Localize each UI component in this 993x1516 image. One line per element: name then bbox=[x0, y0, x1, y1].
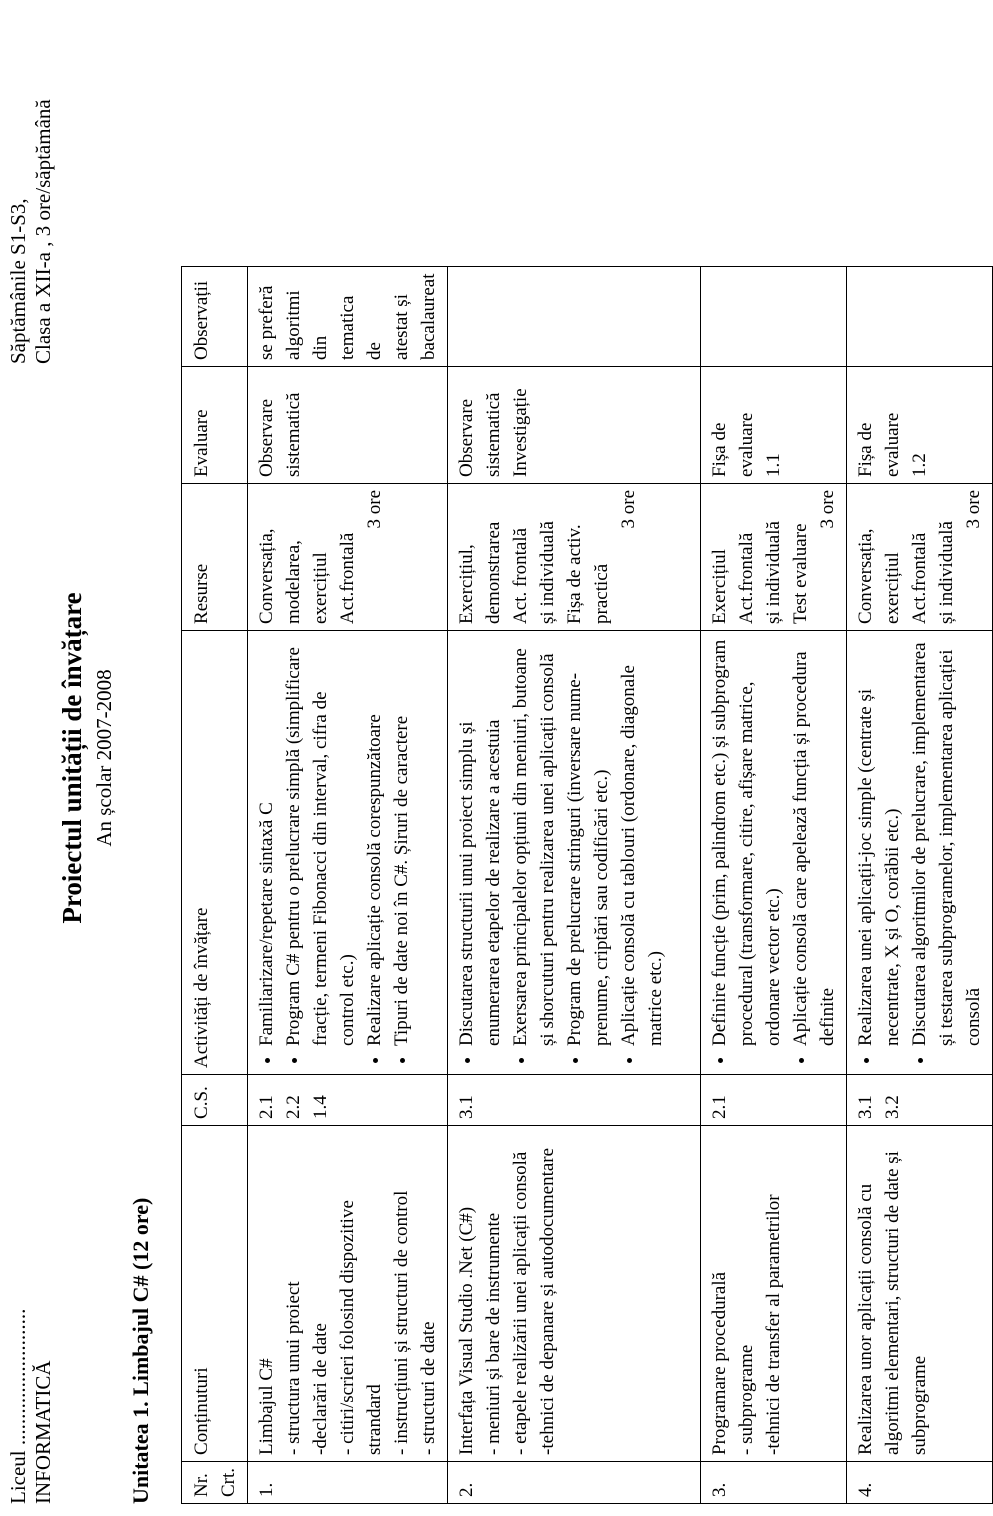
hours-label: 3 ore bbox=[817, 489, 838, 529]
cs-cell bbox=[448, 1074, 701, 1125]
resource-line: Act.frontală bbox=[337, 532, 358, 624]
content-cell bbox=[847, 1125, 993, 1461]
activities-list bbox=[852, 637, 987, 1068]
cs-code: 2.2 bbox=[283, 1095, 304, 1119]
activity-item: • Familiarizare/repetare sintaxă C bbox=[253, 637, 280, 1046]
hours-label: 3 ore bbox=[618, 489, 639, 529]
resource-line: Conversația, bbox=[256, 528, 277, 624]
row-number bbox=[847, 1461, 993, 1503]
hours-label: 3 ore bbox=[963, 489, 984, 529]
resource-line: Test evaluare bbox=[790, 523, 811, 624]
resource-line: modelarea, bbox=[283, 540, 304, 624]
evaluation-line: evaluare bbox=[882, 412, 903, 477]
activities-cell bbox=[847, 630, 993, 1074]
evaluation-line: 1.2 bbox=[909, 453, 930, 477]
content-line: Realizarea unor aplicații consolă cu algoritmi elementari, structuri de date și subprograme bbox=[855, 1151, 930, 1455]
activities-cell bbox=[448, 630, 701, 1074]
content-line: - meniuri și bare de instrumente bbox=[483, 1212, 504, 1455]
observation-line: tematica de bbox=[337, 295, 385, 360]
table-row bbox=[248, 267, 448, 1504]
cs-code: 2.1 bbox=[709, 1095, 730, 1119]
activities-list bbox=[253, 637, 415, 1068]
school-line: Liceul .......................... bbox=[6, 1308, 30, 1504]
cs-code: 3.1 bbox=[855, 1095, 876, 1119]
row-number-text: 4. bbox=[855, 1482, 876, 1497]
evaluation-line: sistematică bbox=[283, 392, 304, 477]
content-line: Programare procedurală bbox=[709, 1271, 730, 1455]
activities-list bbox=[706, 637, 841, 1068]
resource-line: și individuală bbox=[537, 521, 558, 624]
activity-item: • Definire funcție (prim, palindrom etc.) și subprogram procedural (transformare, citire, afișare matrice, ordonare vector etc.) bbox=[706, 637, 787, 1046]
table-header-row bbox=[182, 267, 248, 1504]
cs-code: 3.2 bbox=[882, 1095, 903, 1119]
evaluation-cell bbox=[248, 366, 448, 483]
content-cell bbox=[448, 1125, 701, 1461]
evaluation-line: Investigație bbox=[510, 388, 531, 477]
unit-title: Unitatea 1. Limbajul C# (12 ore) bbox=[128, 1197, 153, 1504]
activities-cell bbox=[701, 630, 847, 1074]
header-content: Conținuturi bbox=[182, 1125, 248, 1461]
row-number bbox=[248, 1461, 448, 1503]
activity-item: • Aplicație consolă cu tablouri (ordonare, diagonale matrice etc.) bbox=[615, 637, 669, 1046]
observation-line: atestat și bbox=[391, 294, 412, 360]
resource-line: practică bbox=[591, 563, 612, 624]
activity-item: • Program de prelucrare stringuri (inversare nume-prenume, criptări sau codificări etc.) bbox=[561, 637, 615, 1046]
document-title: Proiectul unității de învățare bbox=[57, 592, 87, 924]
cs-cell bbox=[847, 1074, 993, 1125]
evaluation-line: Observare bbox=[456, 398, 477, 477]
cs-cell bbox=[248, 1074, 448, 1125]
header-cs: C.S. bbox=[182, 1074, 248, 1125]
resource-line: exercițiul bbox=[310, 552, 331, 624]
learning-unit-table bbox=[181, 266, 993, 1504]
row-number-text: 1. bbox=[256, 1482, 277, 1497]
resource-line: Act. frontală bbox=[510, 527, 531, 624]
resources-cell bbox=[701, 483, 847, 630]
table-row bbox=[701, 267, 847, 1504]
row-number bbox=[701, 1461, 847, 1503]
header-evaluation: Evaluare bbox=[182, 366, 248, 483]
content-line: - citiri/scrieri folosind dispozitive strandard bbox=[337, 1200, 385, 1455]
content-line: - subprograme bbox=[736, 1344, 757, 1455]
activities-cell bbox=[248, 630, 448, 1074]
row-number-text: 2. bbox=[456, 1482, 477, 1497]
resource-line: Exercițiul, bbox=[456, 544, 477, 624]
subject-line: INFORMATICĂ bbox=[31, 1360, 55, 1504]
cs-code: 2.1 bbox=[256, 1095, 277, 1119]
resources-cell bbox=[448, 483, 701, 630]
evaluation-line: evaluare bbox=[736, 412, 757, 477]
content-line: -declarări de date bbox=[310, 1323, 331, 1455]
content-line: Interfața Visual Studio .Net (C#) bbox=[456, 1206, 477, 1455]
content-line: - structuri de date bbox=[418, 1321, 439, 1455]
resource-line: exercițiul bbox=[882, 552, 903, 624]
observations-cell bbox=[248, 267, 448, 366]
class-line: Clasa a XII-a , 3 ore/săptămână bbox=[31, 99, 55, 364]
activity-item: • Realizarea unei aplicații-joc simple (centrate și necentrate, X și O, corăbii etc.) bbox=[852, 637, 906, 1046]
resource-line: și individuală bbox=[763, 521, 784, 624]
content-cell bbox=[701, 1125, 847, 1461]
activity-item: • Program C# pentru o prelucrare simplă (simplificare fracție, termeni Fibonacci din interval, cifra de control etc.) bbox=[280, 637, 361, 1046]
activities-list bbox=[453, 637, 669, 1068]
row-number bbox=[448, 1461, 701, 1503]
weeks-line: Săptămânile S1-S3, bbox=[6, 198, 30, 364]
cs-cell bbox=[701, 1074, 847, 1125]
evaluation-cell bbox=[448, 366, 701, 483]
observation-line: algoritmi bbox=[283, 290, 304, 360]
resource-line: Fișa de activ. bbox=[564, 524, 585, 624]
evaluation-cell bbox=[847, 366, 993, 483]
header-activities: Activități de învățare bbox=[182, 630, 248, 1074]
content-line: -tehnici de depanare și autodocumentare bbox=[537, 1147, 558, 1455]
observation-line: din bbox=[310, 335, 331, 360]
document-subtitle: An școlar 2007-2008 bbox=[92, 669, 116, 847]
evaluation-cell bbox=[701, 366, 847, 483]
activity-item: • Aplicație consolă care apelează funcția și procedura definite bbox=[787, 637, 841, 1046]
table-row bbox=[448, 267, 701, 1504]
hours-label: 3 ore bbox=[364, 489, 385, 529]
activity-item: • Discutarea algoritmilor de prelucrare, implementarea și testarea subprogramelor, implementarea aplicației consolă bbox=[906, 637, 987, 1046]
observation-line: se preferă bbox=[256, 285, 277, 360]
content-line: Limbajul C# bbox=[256, 1358, 277, 1455]
resources-cell bbox=[248, 483, 448, 630]
resource-line: și individuală bbox=[936, 521, 957, 624]
content-line: -tehnici de transfer al parametrilor bbox=[763, 1194, 784, 1455]
row-number-text: 3. bbox=[709, 1482, 730, 1497]
evaluation-line: sistematică bbox=[483, 392, 504, 477]
observations-cell bbox=[701, 267, 847, 366]
header-nr: Nr. Crt. bbox=[182, 1461, 248, 1503]
activity-item: • Exersarea principalelor opțiuni din meniuri, butoane și shorcuturi pentru realizarea unei aplicații consolă bbox=[507, 637, 561, 1046]
activity-item: • Discutarea structurii unui proiect simplu și enumerarea etapelor de realizare a acestuia bbox=[453, 637, 507, 1046]
activity-item: • Realizare aplicație consolă corespunzătoare bbox=[361, 637, 388, 1046]
resource-line: Conversația, bbox=[855, 528, 876, 624]
evaluation-line: Fișa de bbox=[709, 422, 730, 477]
table-row bbox=[847, 267, 993, 1504]
resources-cell bbox=[847, 483, 993, 630]
content-cell bbox=[248, 1125, 448, 1461]
observations-cell bbox=[448, 267, 701, 366]
header-observations: Observații bbox=[182, 267, 248, 366]
content-line: - etapele realizării unei aplicații consolă bbox=[510, 1151, 531, 1455]
evaluation-line: Fișa de bbox=[855, 422, 876, 477]
resource-line: Act.frontală bbox=[909, 532, 930, 624]
school-header bbox=[6, 1309, 56, 1504]
evaluation-line: 1.1 bbox=[763, 453, 784, 477]
observation-line: bacalaureat bbox=[418, 273, 439, 360]
content-line: - structura unui proiect bbox=[283, 1281, 304, 1455]
cs-code: 1.4 bbox=[310, 1095, 331, 1119]
schedule-header bbox=[6, 99, 56, 364]
evaluation-line: Observare bbox=[256, 398, 277, 477]
resource-line: Exercițiul bbox=[709, 549, 730, 624]
resource-line: Act.frontală bbox=[736, 532, 757, 624]
activity-item: • Tipuri de date noi în C#. Șiruri de caractere bbox=[388, 637, 415, 1046]
resource-line: demonstrarea bbox=[483, 521, 504, 624]
observations-cell bbox=[847, 267, 993, 366]
cs-code: 3.1 bbox=[456, 1095, 477, 1119]
header-resources: Resurse bbox=[182, 483, 248, 630]
content-line: - instrucțiuni și structuri de control bbox=[391, 1190, 412, 1455]
